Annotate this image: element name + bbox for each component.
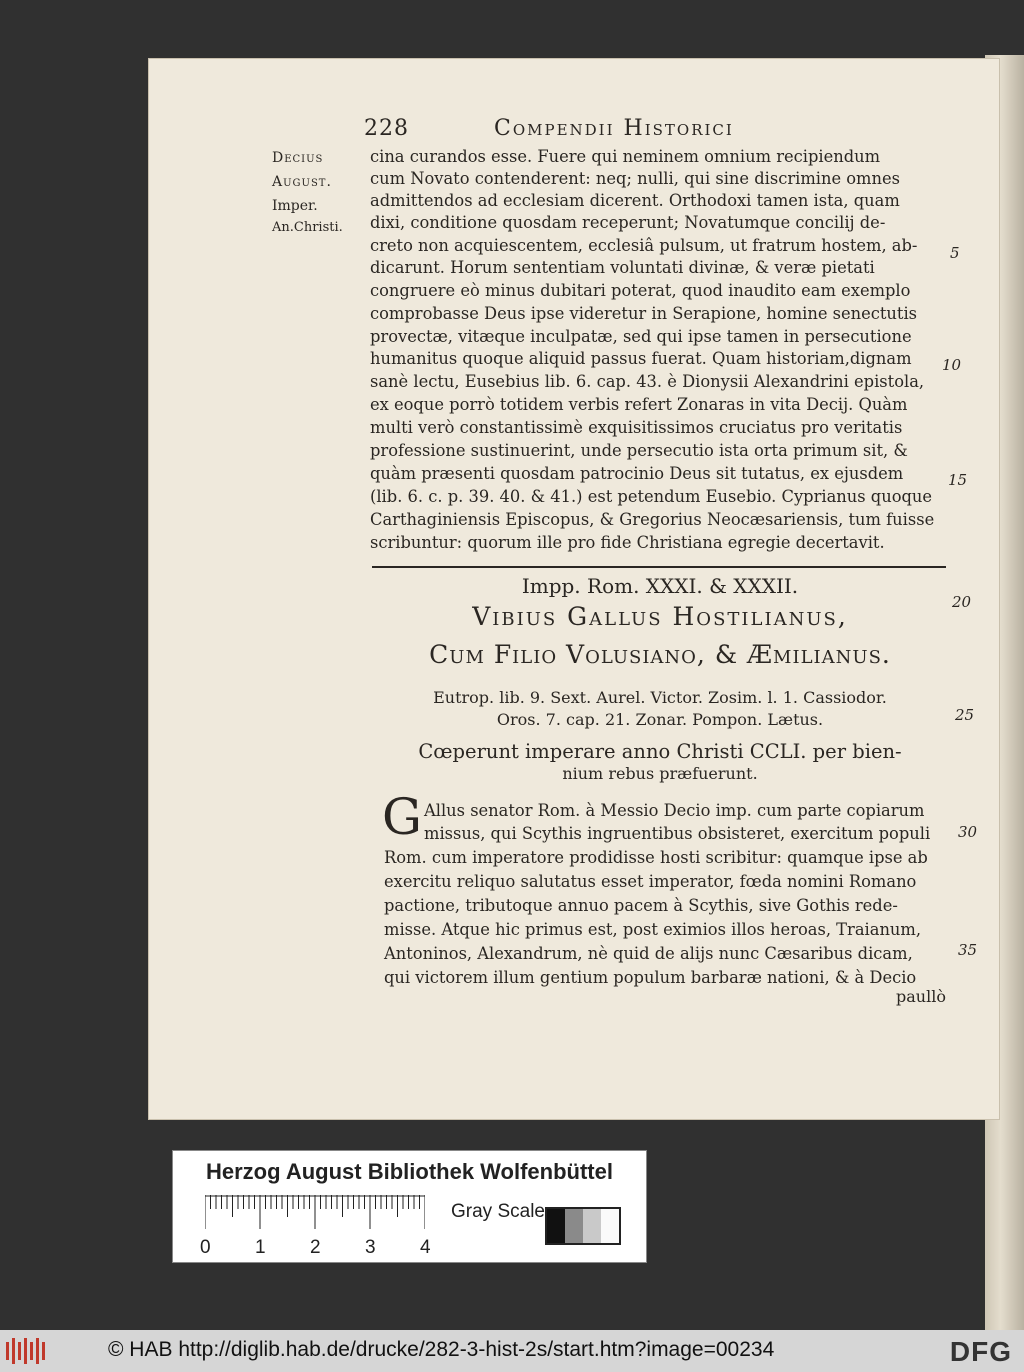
dfg-logo: DFG — [949, 1336, 1012, 1367]
emperor-title-line1: Vibius Gallus Hostilianus, — [472, 602, 848, 631]
body-line: admittendos ad ecclesiam dicerent. Orthodoxi tamen ista, quam — [370, 191, 900, 210]
body-line: cum Novato contenderent: neq; nulli, qui sine discrimine omnes — [370, 169, 900, 188]
section-line: pactione, tributoque annuo pacem à Scythis, sive Gothis rede- — [384, 896, 898, 915]
source-link[interactable]: © HAB http://diglib.hab.de/drucke/282-3-hist-2s/start.htm?image=00234 — [108, 1338, 775, 1361]
line-number: 5 — [950, 244, 960, 262]
scale-number: 4 — [420, 1237, 431, 1258]
section-heading: Impp. Rom. XXXI. & XXXII. — [521, 574, 799, 598]
section-line: Rom. cum imperatore prodidisse hosti scribitur: quamque ipse ab — [384, 848, 928, 867]
reign-line1: Cœperunt imperare anno Christi CCLI. per bien- — [418, 740, 902, 763]
scale-number: 1 — [255, 1237, 266, 1258]
scale-number: 2 — [310, 1237, 321, 1258]
margin-note-anno-christi: An.Christi. — [272, 220, 343, 235]
body-line: comprobasse Deus ipse videretur in Serapione, homine senectutis — [370, 304, 918, 323]
margin-note-decius: Decius — [272, 150, 324, 166]
body-line: dicarunt. Horum sententiam voluntati divinæ, & veræ pietati — [370, 258, 875, 277]
body-line: multi verò constantissimè exquisitissimos cruciatus pro veritatis — [370, 418, 903, 437]
body-line: scribuntur: quorum ille pro fide Christiana egregie decertavit. — [370, 533, 885, 552]
emperor-title-line2: Cum Filio Volusiano, & Æmilianus. — [429, 640, 891, 669]
line-number: 10 — [942, 356, 962, 374]
ruler-scale — [205, 1195, 425, 1235]
section-line: Allus senator Rom. à Messio Decio imp. cum parte copiarum — [424, 801, 925, 820]
section-line: missus, qui Scythis ingruentibus obsisteret, exercitum populi — [424, 824, 931, 843]
body-line: sanè lectu, Eusebius lib. 6. cap. 43. è Dionysii Alexandrini epistola, — [370, 372, 925, 391]
line-number: 15 — [948, 471, 968, 489]
swatch-black — [547, 1209, 565, 1243]
footer-bar — [0, 1330, 1024, 1372]
sources-line2: Oros. 7. cap. 21. Zonar. Pompon. Lætus. — [496, 710, 824, 729]
reign-line2: nium rebus præfuerunt. — [562, 764, 758, 783]
drop-cap-initial: G — [382, 788, 422, 846]
section-line: qui victorem illum gentium populum barbaræ nationi, & à Decio — [384, 968, 917, 987]
body-line: congruere eò minus dubitari poterat, quod inaudito eam exemplo — [370, 281, 911, 300]
section-line: exercitu reliquo salutatus esset imperator, fœda nomini Romano — [384, 872, 917, 891]
catchword: paullò — [896, 987, 946, 1006]
sources-line1: Eutrop. lib. 9. Sext. Aurel. Victor. Zosim. l. 1. Cassiodor. — [433, 688, 887, 707]
body-line: Carthaginiensis Episcopus, & Gregorius Neocæsariensis, tum fuisse — [370, 510, 935, 529]
ruler-card — [172, 1150, 647, 1263]
page-number: 228 — [364, 116, 409, 141]
body-line: quàm præsenti quosdam patrocinio Deus sit tutatus, ex ejusdem — [370, 464, 904, 483]
body-line: creto non acquiescentem, ecclesiâ pulsum, ut fratrum hostem, ab- — [370, 236, 918, 255]
body-line: ex eoque porrò totidem verbis refert Zonaras in vita Decij. Quàm — [370, 395, 908, 414]
body-line: humanitus quoque aliquid passus fuerat. Quam historiam,dignam — [370, 349, 912, 368]
library-name: Herzog August Bibliothek Wolfenbüttel — [206, 1159, 613, 1184]
margin-note-august: August. — [272, 174, 332, 190]
body-line: provectæ, vitæque inculpatæ, sed qui ipse tamen in persecutione — [370, 327, 912, 346]
running-title: Compendii Historici — [494, 116, 734, 141]
body-line: dixi, conditione quosdam receperunt; Novatumque concilij de- — [370, 213, 886, 232]
line-number: 20 — [952, 593, 972, 611]
body-line: professione sustinuerint, unde persecutio ista orta primum sit, & — [370, 441, 908, 460]
gray-scale-label: Gray Scale — [451, 1201, 545, 1222]
gray-scale-swatches — [545, 1207, 621, 1245]
scale-number: 0 — [200, 1237, 211, 1258]
scale-number: 3 — [365, 1237, 376, 1258]
hab-logo-icon — [6, 1338, 46, 1364]
line-number: 25 — [955, 706, 975, 724]
section-divider-rule — [372, 566, 946, 568]
body-line: (lib. 6. c. p. 39. 40. & 41.) est petendum Eusebio. Cyprianus quoque — [370, 487, 933, 506]
line-number: 35 — [958, 941, 978, 959]
margin-note-imper: Imper. — [272, 198, 318, 214]
swatch-light-gray — [583, 1209, 601, 1243]
swatch-white — [601, 1209, 619, 1243]
swatch-dark-gray — [565, 1209, 583, 1243]
section-line: Antoninos, Alexandrum, nè quid de alijs nunc Cæsaribus dicam, — [384, 944, 913, 963]
line-number: 30 — [958, 823, 978, 841]
section-line: misse. Atque hic primus est, post eximios illos heroas, Traianum, — [384, 920, 922, 939]
body-line: cina curandos esse. Fuere qui neminem omnium recipiendum — [370, 147, 881, 166]
